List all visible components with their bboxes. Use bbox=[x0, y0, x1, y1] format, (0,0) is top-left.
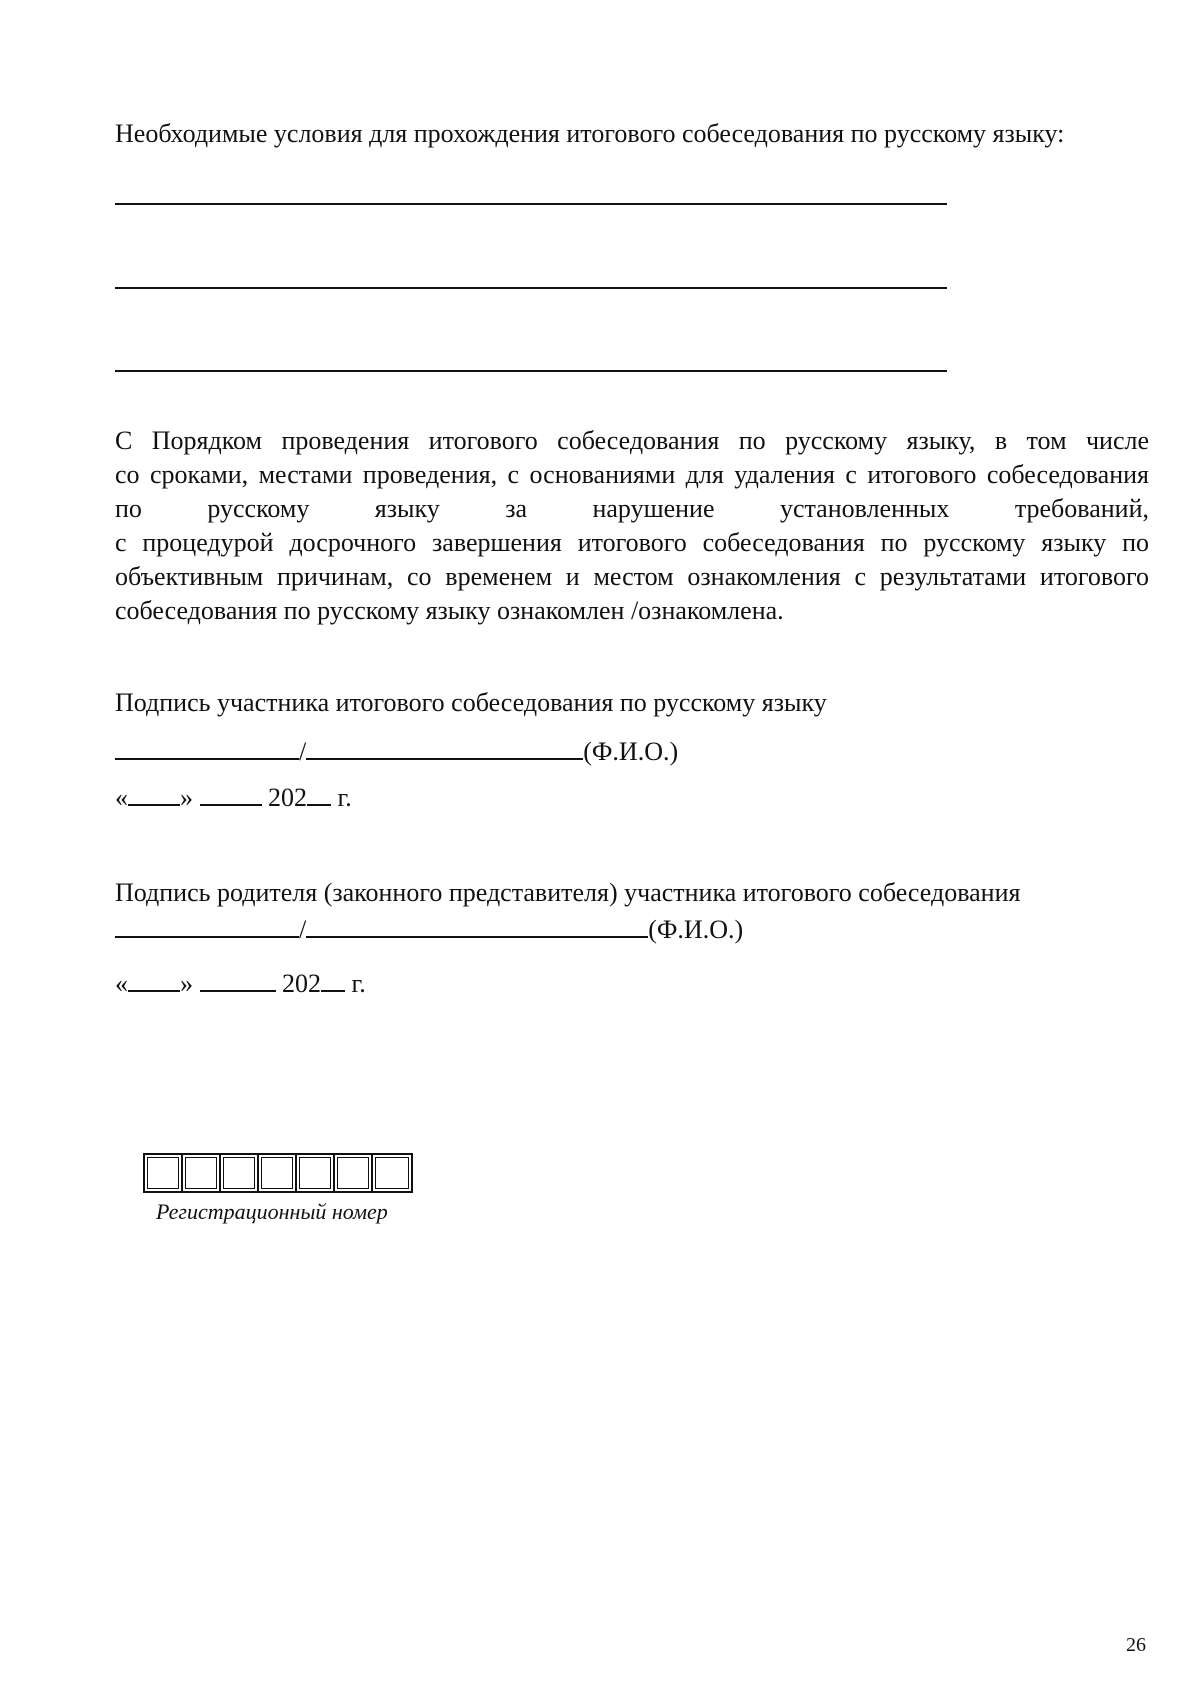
year-suffix: г. bbox=[337, 783, 352, 812]
answer-line-2[interactable] bbox=[115, 287, 947, 289]
registration-cell[interactable] bbox=[183, 1155, 221, 1191]
registration-cell[interactable] bbox=[297, 1155, 335, 1191]
registration-caption: Регистрационный номер bbox=[156, 1199, 388, 1224]
paragraph-line: со сроками, местами проведения, с основаниями для удаления с итогового собеседования bbox=[115, 460, 1149, 489]
year-suffix: г. bbox=[351, 969, 366, 998]
participant-month-field[interactable] bbox=[200, 780, 262, 806]
registration-cell[interactable] bbox=[373, 1155, 411, 1191]
parent-date-row bbox=[115, 966, 366, 1001]
parent-signature-label: Подпись родителя (законного представителя) участника итогового собеседования bbox=[115, 878, 1021, 907]
parent-fio-field[interactable] bbox=[306, 912, 648, 938]
year-prefix: 202 bbox=[282, 969, 321, 998]
participant-signature-field[interactable] bbox=[115, 734, 299, 760]
paragraph-line: С Порядком проведения итогового собеседования по русскому языку, в том числе bbox=[115, 426, 1149, 455]
paragraph-line: собеседования по русскому языку ознакомлен /ознакомлена. bbox=[115, 596, 784, 625]
answer-line-3[interactable] bbox=[115, 370, 947, 372]
open-quote: « bbox=[115, 783, 128, 812]
paragraph-line: по русскому языку за нарушение установленных требований, bbox=[115, 494, 1149, 523]
conditions-heading: Необходимые условия для прохождения итогового собеседования по русскому языку: bbox=[115, 119, 1065, 148]
answer-line-1[interactable] bbox=[115, 203, 947, 205]
registration-number-boxes bbox=[143, 1153, 413, 1193]
registration-cell[interactable] bbox=[335, 1155, 373, 1191]
fio-label: (Ф.И.О.) bbox=[648, 915, 744, 944]
parent-month-field[interactable] bbox=[200, 966, 276, 992]
page-number: 26 bbox=[1126, 1634, 1146, 1656]
separator: / bbox=[299, 737, 307, 766]
year-prefix: 202 bbox=[268, 783, 307, 812]
participant-year-field[interactable] bbox=[307, 780, 331, 806]
fio-label: (Ф.И.О.) bbox=[583, 737, 679, 766]
participant-day-field[interactable] bbox=[128, 780, 180, 806]
registration-cell[interactable] bbox=[221, 1155, 259, 1191]
close-quote: » bbox=[180, 783, 193, 812]
participant-date-row bbox=[115, 780, 352, 815]
participant-fio-field[interactable] bbox=[306, 734, 583, 760]
separator: / bbox=[299, 915, 307, 944]
parent-year-field[interactable] bbox=[321, 966, 345, 992]
parent-signature-field[interactable] bbox=[115, 912, 299, 938]
order-paragraph bbox=[115, 424, 1149, 628]
registration-cell[interactable] bbox=[145, 1155, 183, 1191]
paragraph-line: с процедурой досрочного завершения итогового собеседования по русскому языку по bbox=[115, 528, 1149, 557]
paragraph-line: объективным причинам, со временем и местом ознакомления с результатами итогового bbox=[115, 562, 1149, 591]
parent-signature-row bbox=[115, 912, 743, 947]
registration-cell[interactable] bbox=[259, 1155, 297, 1191]
parent-day-field[interactable] bbox=[128, 966, 180, 992]
participant-signature-label: Подпись участника итогового собеседования по русскому языку bbox=[115, 688, 827, 717]
participant-signature-row bbox=[115, 734, 678, 769]
open-quote: « bbox=[115, 969, 128, 998]
close-quote: » bbox=[180, 969, 193, 998]
